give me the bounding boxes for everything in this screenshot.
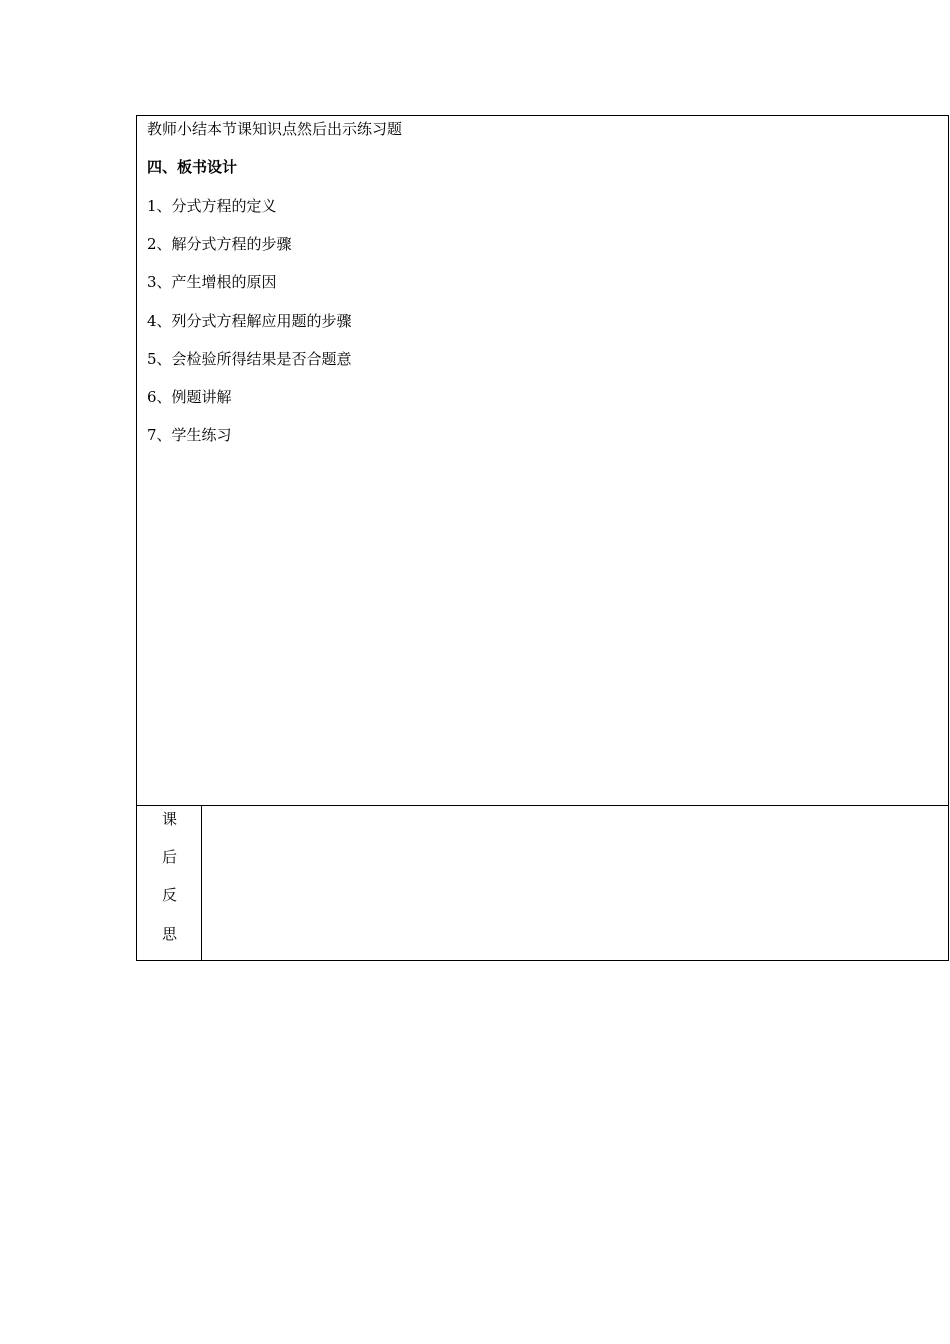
reflection-content-cell xyxy=(202,806,948,960)
reflection-label-cell xyxy=(137,806,202,960)
lesson-plan-table xyxy=(136,115,949,961)
reflection-label-char: 思 xyxy=(161,925,177,943)
list-item: 2、解分式方程的步骤 xyxy=(147,235,292,253)
reflection-row xyxy=(137,806,948,960)
list-item: 3、产生增根的原因 xyxy=(147,273,277,291)
list-item: 6、例题讲解 xyxy=(147,388,232,406)
list-item: 4、列分式方程解应用题的步骤 xyxy=(147,312,352,330)
board-design-heading: 四、板书设计 xyxy=(147,158,238,176)
summary-intro-text: 教师小结本节课知识点然后出示练习题 xyxy=(147,120,403,138)
board-design-cell xyxy=(137,116,948,806)
list-item: 5、会检验所得结果是否合题意 xyxy=(147,350,352,368)
list-item: 7、学生练习 xyxy=(147,426,232,444)
reflection-label-char: 后 xyxy=(161,848,177,866)
reflection-label-char: 课 xyxy=(161,810,177,828)
list-item: 1、分式方程的定义 xyxy=(147,197,277,215)
reflection-label-char: 反 xyxy=(161,886,177,904)
